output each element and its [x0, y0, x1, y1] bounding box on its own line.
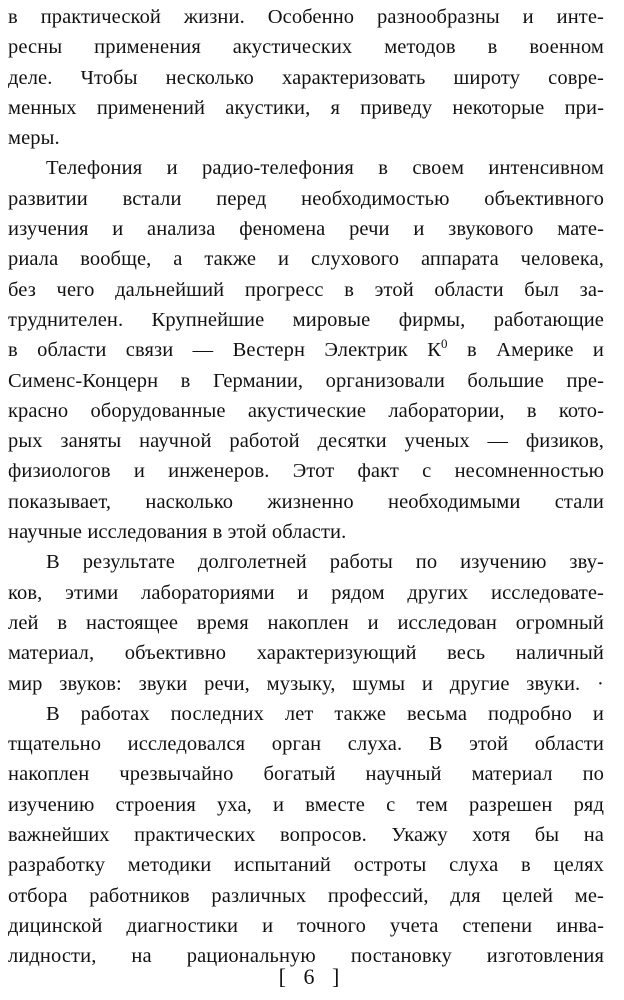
- text-line: физиологов и инженеров. Этот факт с несомненностью: [8, 460, 604, 483]
- text-line: дицинской диагностики и точного учета степени инва-: [8, 914, 604, 937]
- text-line: важнейших практических вопросов. Укажу хотя бы на: [8, 824, 604, 847]
- text-line: ресны применения акустических методов в военном: [8, 36, 604, 59]
- text-line: ков, этими лабораториями и рядом других исследовате-: [8, 581, 604, 604]
- text-line: деле. Чтобы несколько характеризовать широту совре-: [8, 66, 604, 89]
- text-line: отбора работников различных профессий, для целей ме-: [8, 884, 604, 907]
- text-line: накоплен чрезвычайно богатый научный материал по: [8, 763, 604, 786]
- text-line: В результате долголетней работы по изучению зву-: [46, 551, 604, 574]
- text-line: труднителен. Крупнейшие мировые фирмы, работающие: [8, 308, 604, 331]
- text-line: материал, объективно характеризующий весь наличный: [8, 642, 604, 665]
- text-line: Сименс-Концерн в Германии, организовали большие пре-: [8, 369, 604, 392]
- text-line: мир звуков: звуки речи, музыку, шумы и другие звуки. ·: [8, 672, 604, 695]
- text-line: рых заняты научной работой десятки ученых — физиков,: [8, 430, 604, 453]
- text-line: научные исследования в этой области.: [8, 521, 347, 544]
- text-line: показывает, насколько жизненно необходимыми стали: [8, 490, 604, 513]
- text-line-with-superscript: [8, 335, 604, 365]
- text-line: менных применений акустики, я приведу некоторые при-: [8, 96, 604, 119]
- body-text: [8, 2, 604, 972]
- paragraph-3: [8, 547, 604, 698]
- page-number: [ 6 ]: [278, 964, 346, 989]
- text-line: Телефония и радио-телефония в своем интенсивном: [46, 157, 604, 180]
- text-line: тщательно исследовался орган слуха. В этой области: [8, 733, 604, 756]
- text-line: развитии встали перед необходимостью объективного: [8, 187, 604, 210]
- text-line: красно оборудованные акустические лаборатории, в кото-: [8, 399, 604, 422]
- paragraph-4: [8, 699, 604, 972]
- text-segment: в области связи — Вестерн Электрик К: [8, 339, 442, 362]
- text-segment: в Америке и: [447, 339, 604, 362]
- text-line: изучению строения уха, и вместе с тем разрешен ряд: [8, 793, 604, 816]
- superscript-mark: 0: [441, 336, 448, 352]
- paragraph-2: [8, 153, 604, 547]
- text-line: лей в настоящее время накоплен и исследован огромный: [8, 611, 604, 634]
- paragraph-1: [8, 2, 604, 153]
- text-line: меры.: [8, 127, 60, 150]
- text-line: лидности, на рациональную постановку изготовления: [8, 945, 604, 968]
- text-line: разработку методики испытаний остроты слуха в целях: [8, 854, 604, 877]
- text-line: изучения и анализа феномена речи и звукового мате-: [8, 218, 604, 241]
- text-line: в практической жизни. Особенно разнообразны и инте-: [8, 6, 604, 28]
- text-line: В работах последних лет также весьма подробно и: [46, 702, 604, 725]
- text-line: риала вообще, а также и слухового аппарата человека,: [8, 248, 604, 271]
- text-line: без чего дальнейший прогресс в этой области был за-: [8, 278, 604, 301]
